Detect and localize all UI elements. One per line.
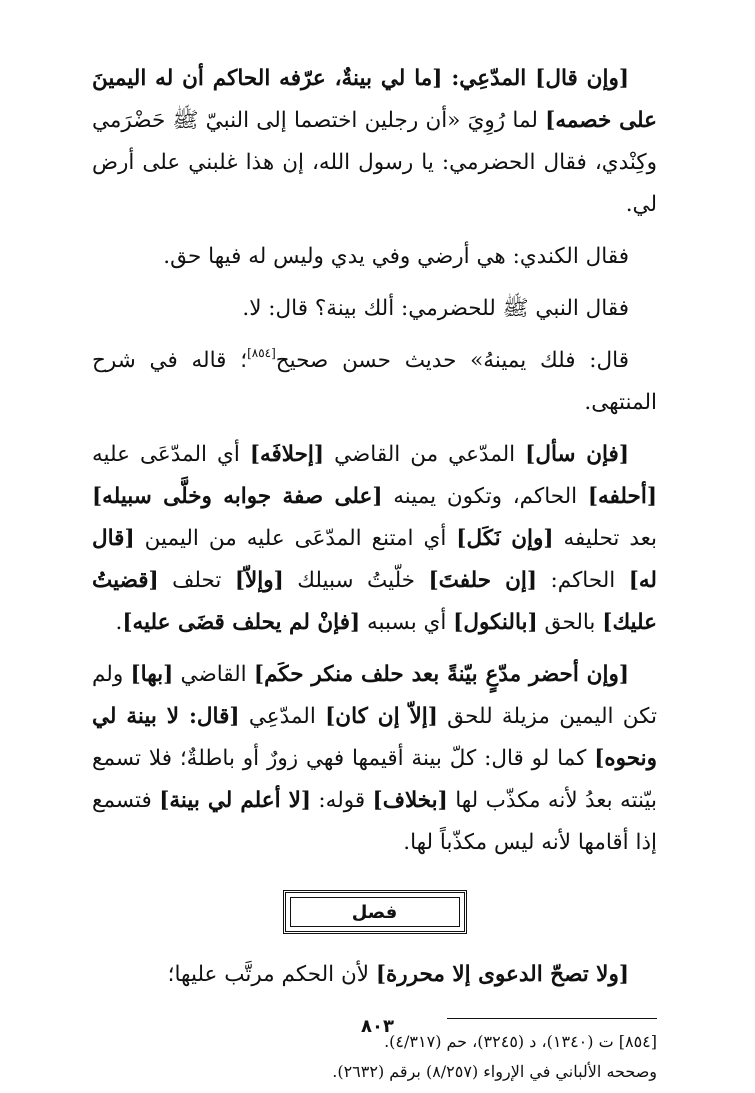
page-body: [92, 58, 657, 1087]
matn-text: [بها]: [130, 662, 174, 687]
paragraph-7: [92, 954, 657, 996]
matn-text: [قال له]: [92, 526, 657, 593]
paragraph-1: [92, 58, 657, 226]
matn-text: [إن حلفتَ]: [428, 568, 538, 593]
section-heading: فصل: [290, 897, 460, 927]
matn-text: [ولا تصحّ الدعوى إلا محررة]: [375, 962, 629, 987]
sharh-text: لأن الحكم مرتَّب عليها؛: [167, 962, 376, 987]
matn-text: [وإلاّ]: [234, 568, 284, 593]
footnote-reference[interactable]: [٨٥٤]: [247, 346, 276, 360]
sharh-text: ؛ قاله في شرح المنتهى.: [92, 348, 657, 415]
matn-text: [أحلفه]: [587, 484, 657, 509]
matn-text: [بالنكول]: [453, 610, 538, 635]
matn-text: [على صفة جوابه وخلَّى سبيله]: [92, 484, 383, 509]
matn-text: [إحلافَه]: [249, 442, 325, 467]
paragraph-5: [فإن سأل] المدّعي من القاضي [إحلافَه] أي المدّعَى عليه [أحلفه] الحاكم، وتكون يمينه [على صفة جوابه وخلَّى سبيله] بعد تحليفه [وإن نَكَل] أي امتنع المدّعَى عليه من اليمين [قال له] الحاكم: [إن حلفتَ] خلّيتُ سبيلك [وإلاّ] تحلف [قضيتُ عليك] بالحق [بالنكول] أي بسببه [فإنْ لم يحلف قضَى عليه].: [92, 442, 657, 635]
matn-text: [قضيتُ عليك]: [92, 568, 657, 635]
paragraph-3: فقال النبي ﷺ للحضرمي: ألك بينة؟ قال: لا.: [242, 296, 629, 321]
section-heading-frame: [283, 890, 467, 934]
matn-text: [لا أعلم لي بينة]: [159, 788, 312, 813]
sharh-text: لما رُوِيَ «أن رجلين اختصما إلى النبيّ ﷺ حَضْرَمي وكِنْدي، فقال الحضرمي: يا رسول الله، إن هذا غلبني على أرض لي.: [92, 108, 657, 217]
paragraph-2: فقال الكندي: هي أرضي وفي يدي وليس له فيها حق.: [163, 244, 629, 269]
matn-text: [وإن نَكَل]: [456, 526, 554, 551]
paragraph-4: [92, 340, 657, 424]
matn-text: [قال: لا بينة لي ونحوه]: [92, 704, 657, 771]
matn-text: [بخلاف]: [372, 788, 448, 813]
sharh-text: قال: فلك يمينهُ» حديث حسن صحيح: [275, 348, 629, 373]
page-number: ٨٠٣: [361, 1016, 394, 1037]
matn-text: [وإن قال] المدّعِي: [ما لي بينةٌ، عرّفه الحاكم أن له اليمينَ على خصمه]: [92, 66, 657, 133]
footnote: [٨٥٤] ت (١٣٤٠)، د (٣٢٤٥)، حم (٤/٣١٧).: [384, 1032, 657, 1051]
footnote: وصححه الألباني في الإرواء (٨/٢٥٧) برقم (٢٦٣٢).: [332, 1062, 657, 1081]
matn-text: [وإن أحضر مدّعٍ بيّنةً بعد حلف منكر حكَم]: [253, 662, 630, 687]
matn-text: [إلاّ إن كان]: [325, 704, 438, 729]
matn-text: [فإنْ لم يحلف قضَى عليه]: [122, 610, 361, 635]
paragraph-6: [وإن أحضر مدّعٍ بيّنةً بعد حلف منكر حكَم] القاضي [بها] ولم تكن اليمين مزيلة للحق [إلاّ إن كان] المدّعِي [قال: لا بينة لي ونحوه] كما لو قال: كلّ بينة أقيمها فهي زورٌ أو باطلةٌ؛ فلا تسمع بيّنته بعدُ لأنه مكذّب لها [بخلاف] قوله: [لا أعلم لي بينة] فتسمع إذا أقامها لأنه ليس مكذّباً لها.: [92, 662, 658, 855]
matn-text: [فإن سأل]: [525, 442, 629, 467]
